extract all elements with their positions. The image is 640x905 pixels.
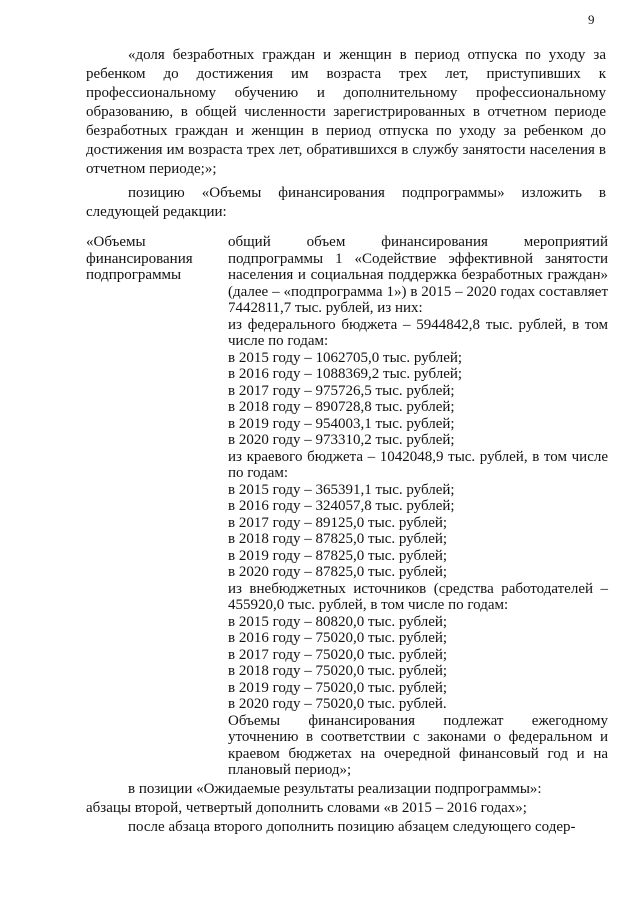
text-line: абзацы второй, четвертый дополнить словами «в 2015 – 2016 годах»; xyxy=(86,800,527,816)
extrabudget-year: в 2016 году – 75020,0 тыс. рублей; xyxy=(228,630,448,646)
extrabudget-year: в 2020 году – 75020,0 тыс. рублей. xyxy=(228,696,447,712)
extrabudget-heading: из внебюджетных источников (средства работодателей – 455920,0 тыс. рублей, в том числе по годам: xyxy=(228,580,608,613)
paragraph-indicator: «доля безработных граждан и женщин в период отпуска по уходу за ребенком до достижения им возраста трех лет, приступивших к профессиональному обучению и дополнительному профессиональному образованию, в общей численности зарегистрированных в отчетном периоде безработных граждан и женщин в период отпуска по уходу за ребенком до достижения им возраста трех лет, обратившихся в службу занятости населения в отчетном периоде;»; xyxy=(86,47,606,177)
text-line: в позиции «Ожидаемые результаты реализации подпрограммы»: xyxy=(128,781,542,797)
page-number: 9 xyxy=(588,12,595,27)
regional-heading: из краевого бюджета – 1042048,9 тыс. рублей, в том числе по годам: xyxy=(228,448,608,481)
regional-year: в 2017 году – 89125,0 тыс. рублей; xyxy=(228,514,448,531)
extrabudget-year: в 2015 году – 80820,0 тыс. рублей; xyxy=(228,613,448,630)
financing-intro: общий объем финансирования мероприятий подпрограммы 1 «Содействие эффективной занятости населения и социальная поддержка безработных граждан» (далее – «подпрограмма 1») в 2015 – 2020 годах составляет 7442811,7 тыс. рублей, из них: xyxy=(228,234,608,316)
federal-year: в 2016 году – 1088369,2 тыс. рублей; xyxy=(228,366,463,382)
federal-year: в 2019 году – 954003,1 тыс. рублей; xyxy=(228,415,455,432)
federal-year: в 2020 году – 973310,2 тыс. рублей; xyxy=(228,432,455,448)
regional-year: в 2019 году – 87825,0 тыс. рублей; xyxy=(228,547,448,564)
federal-heading: из федерального бюджета – 5944842,8 тыс. рублей, в том числе по годам: xyxy=(228,316,608,349)
regional-year: в 2018 году – 87825,0 тыс. рублей; xyxy=(228,531,448,547)
financing-details xyxy=(228,234,608,779)
extrabudget-year: в 2019 году – 75020,0 тыс. рублей; xyxy=(228,679,448,696)
extrabudget-year: в 2018 году – 75020,0 тыс. рублей; xyxy=(228,663,448,679)
regional-year: в 2020 году – 87825,0 тыс. рублей; xyxy=(228,564,448,580)
regional-year: в 2015 году – 365391,1 тыс. рублей; xyxy=(228,481,455,498)
paragraph-expected-results xyxy=(86,780,606,837)
federal-year: в 2018 году – 890728,8 тыс. рублей; xyxy=(228,399,455,415)
paragraph-instruction: позицию «Объемы финансирования подпрограммы» изложить в следующей редакции: xyxy=(86,185,606,220)
federal-year: в 2017 году – 975726,5 тыс. рублей; xyxy=(228,382,455,399)
text-line: после абзаца второго дополнить позицию абзацем следующего содер- xyxy=(128,819,576,835)
financing-label: «Объемы финансирования подпрограммы xyxy=(86,234,193,283)
extrabudget-year: в 2017 году – 75020,0 тыс. рублей; xyxy=(228,646,448,663)
federal-year: в 2015 году – 1062705,0 тыс. рублей; xyxy=(228,349,463,366)
regional-year: в 2016 году – 324057,8 тыс. рублей; xyxy=(228,498,455,514)
financing-closing: Объемы финансирования подлежат ежегодному уточнению в соответствии с законами о федеральном и краевом бюджетах на очередной финансовый год и на плановый период»; xyxy=(228,712,608,778)
